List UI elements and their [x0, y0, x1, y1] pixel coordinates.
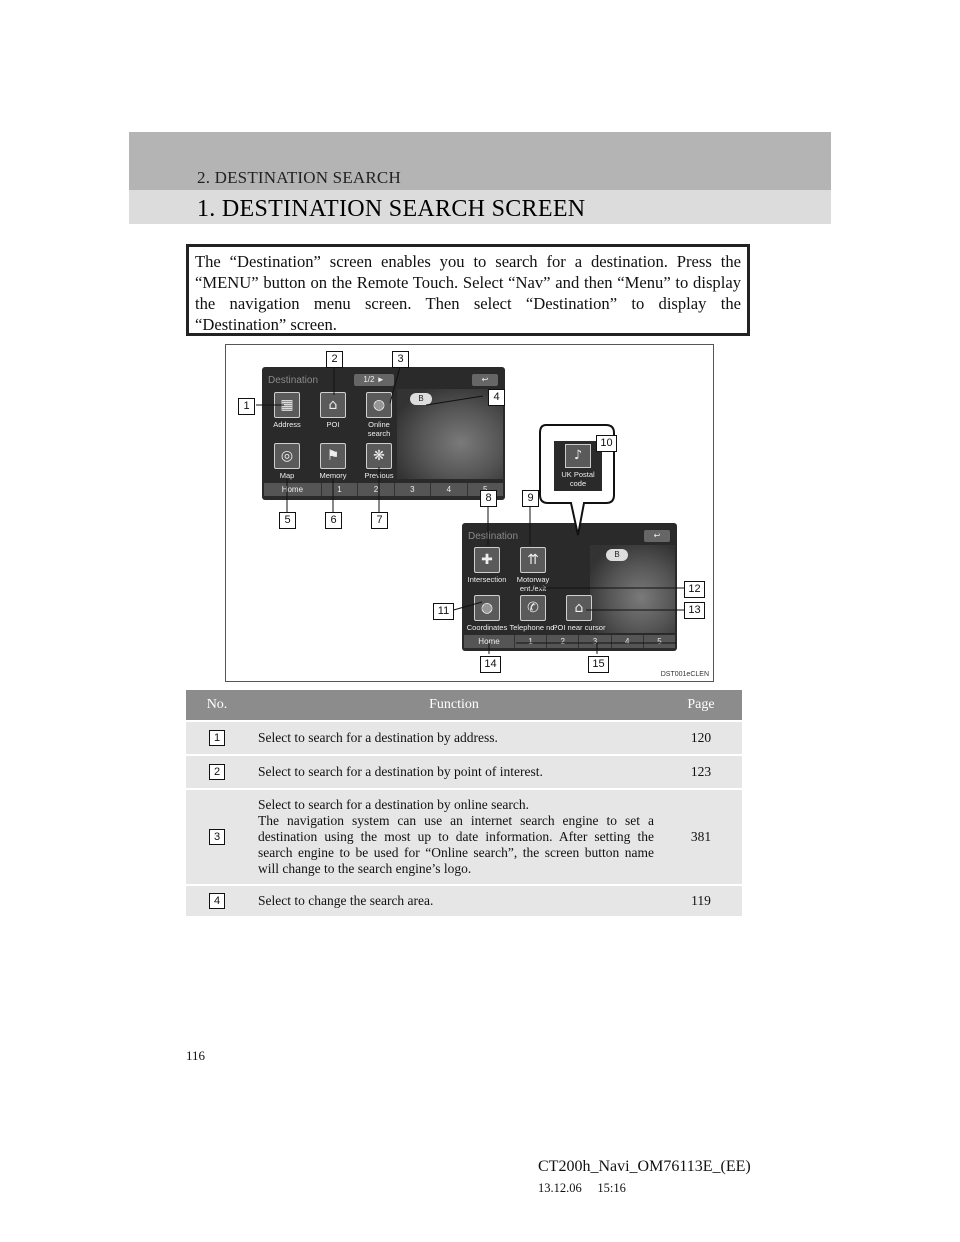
- callout-5: 5: [279, 512, 296, 529]
- table-row: [186, 790, 742, 884]
- memory-2-button[interactable]: 2: [546, 635, 578, 648]
- callout-10: 10: [596, 435, 617, 452]
- intersection-icon: ✚: [474, 547, 500, 573]
- callout-7: 7: [371, 512, 388, 529]
- search-area-button[interactable]: B: [606, 549, 628, 561]
- row-number: 4: [209, 893, 225, 909]
- callout-1: 1: [238, 398, 255, 415]
- page-indicator[interactable]: 1/2 ►: [354, 374, 394, 386]
- row-function: Select to search for a destination by online search. The navigation system can use an internet search engine to set a destination using the most up to date information. After setting the search engine to be used for “Online search”, the screen button name will change to the search engine’s logo.: [258, 797, 654, 876]
- callout-lines: [226, 345, 713, 681]
- motorway-icon: ⇈: [520, 547, 546, 573]
- row-function: Select to search for a destination by address.: [258, 730, 498, 745]
- callout-4: 4: [488, 389, 505, 406]
- callout-3: 3: [392, 351, 409, 368]
- page-number: 116: [186, 1048, 206, 1063]
- header-page: Page: [687, 697, 715, 712]
- header-no: No.: [206, 697, 228, 712]
- row-page: 123: [690, 764, 712, 779]
- screen-title: Destination: [268, 375, 319, 386]
- callout-2: 2: [326, 351, 343, 368]
- intro-box: The “Destination” screen enables you to search for a destination. Press the “MENU” button on the Remote Touch. Select “Nav” and then “Menu” to display the navigation menu screen. Then select “Destination” to display the “Destination” screen.: [186, 244, 750, 336]
- footer-doc-id: CT200h_Navi_OM76113E_(EE): [538, 1158, 751, 1175]
- row-function: Select to search for a destination by point of interest.: [258, 764, 543, 779]
- table-header: [186, 690, 742, 720]
- footer-timestamp: 13.12.06 15:16: [538, 1181, 626, 1195]
- row-function: Select to change the search area.: [258, 893, 434, 908]
- memory-3-button[interactable]: 3: [578, 635, 610, 648]
- figure-code: DST001eCLEN: [660, 671, 709, 678]
- phone-icon: ✆: [520, 595, 546, 621]
- coordinates-button[interactable]: ◍ Coordinates: [466, 595, 508, 632]
- table-row: [186, 756, 742, 788]
- memory-1-button[interactable]: 1: [321, 483, 357, 496]
- table-row: [186, 722, 742, 754]
- postal-horn-icon: ♪: [565, 444, 591, 468]
- motorway-button[interactable]: ⇈ Motorway ent./exit: [512, 547, 554, 593]
- section-title: 2. DESTINATION SEARCH: [197, 168, 401, 187]
- memory-1-button[interactable]: 1: [514, 635, 546, 648]
- row-page: 381: [690, 829, 712, 844]
- home-button[interactable]: Home: [281, 485, 304, 494]
- callout-9: 9: [522, 490, 539, 507]
- memory-2-button[interactable]: 2: [357, 483, 393, 496]
- memory-4-button[interactable]: 4: [430, 483, 466, 496]
- row-page: 120: [690, 730, 712, 745]
- callout-6: 6: [325, 512, 342, 529]
- flag-icon: ⚑: [320, 443, 346, 469]
- callout-11: 11: [433, 603, 454, 620]
- table-row: [186, 886, 742, 916]
- telephone-button[interactable]: ✆ Telephone no.: [512, 595, 554, 632]
- screen-title: Destination: [468, 531, 519, 542]
- footprints-icon: ❋: [366, 443, 392, 469]
- previous-button[interactable]: ❋ Previous: [358, 443, 400, 480]
- row-page: 119: [691, 893, 711, 908]
- address-button[interactable]: ▦ Address: [266, 392, 308, 429]
- poi-near-cursor-button[interactable]: ⌂ POI near cursor: [558, 595, 600, 632]
- address-icon: ▦: [274, 392, 300, 418]
- callout-15: 15: [588, 656, 609, 673]
- online-search-button[interactable]: ◍ Online search: [358, 392, 400, 438]
- home-button[interactable]: Home: [478, 637, 500, 646]
- row-number: 3: [209, 829, 225, 845]
- intersection-button[interactable]: ✚ Intersection: [466, 547, 508, 584]
- header-function: Function: [429, 697, 479, 712]
- poi-icon: ⌂: [320, 392, 346, 418]
- callout-14: 14: [480, 656, 501, 673]
- globe-icon: ◍: [366, 392, 392, 418]
- memory-3-button[interactable]: 3: [394, 483, 430, 496]
- map-button[interactable]: ◎ Map: [266, 443, 308, 480]
- callout-8: 8: [480, 490, 497, 507]
- row-number: 2: [209, 764, 225, 780]
- compass-icon: ◎: [274, 443, 300, 469]
- back-button[interactable]: ↩: [644, 530, 670, 542]
- row-number: 1: [209, 730, 225, 746]
- poi-button[interactable]: ⌂ POI: [312, 392, 354, 429]
- callout-13: 13: [684, 602, 705, 619]
- figure: [225, 344, 714, 682]
- poi-icon: ⌂: [566, 595, 592, 621]
- back-button[interactable]: ↩: [472, 374, 498, 386]
- callout-12: 12: [684, 581, 705, 598]
- uk-postal-code-button[interactable]: ♪ UK Postal code: [554, 441, 602, 491]
- memory-button[interactable]: ⚑ Memory: [312, 443, 354, 480]
- globe-icon: ◍: [474, 595, 500, 621]
- chapter-title: 1. DESTINATION SEARCH SCREEN: [197, 196, 586, 222]
- search-area-button[interactable]: B: [410, 393, 432, 405]
- memory-5-button[interactable]: 5: [643, 635, 675, 648]
- memory-4-button[interactable]: 4: [611, 635, 643, 648]
